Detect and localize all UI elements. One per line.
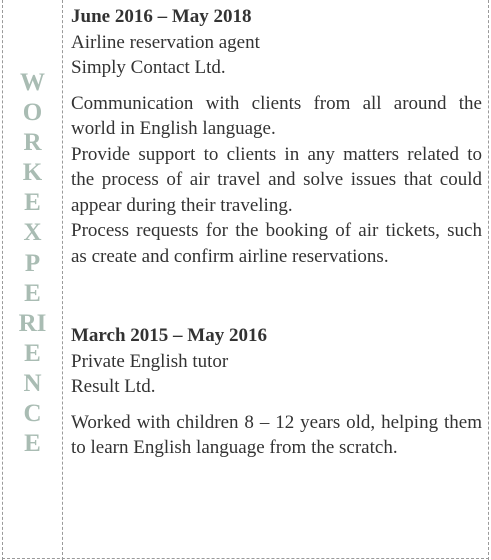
description-paragraph: Communication with clients from all around the world in English language. [71, 92, 482, 139]
experience-entry [71, 4, 482, 269]
entry-description [71, 91, 482, 270]
heading-letter: E [24, 189, 41, 217]
experience-entry [71, 323, 482, 461]
description-paragraph: Worked with children 8 – 12 years old, helping them to learn English language from the scratch. [71, 411, 482, 458]
heading-letter: RI [18, 309, 47, 337]
entry-position: Airline reservation agent [71, 31, 260, 53]
bottom-dashed-border [2, 558, 489, 559]
entry-dates: March 2015 – May 2016 [71, 325, 267, 346]
entry-dates: June 2016 – May 2018 [71, 6, 252, 27]
heading-letter: E [24, 279, 41, 307]
column-divider [62, 0, 63, 560]
heading-letter: E [24, 430, 41, 458]
description-paragraph: Process requests for the booking of air tickets, such as create and confirm airline reservations. [71, 220, 482, 267]
entry-company: Simply Contact Ltd. [71, 57, 226, 78]
experience-list [71, 4, 482, 461]
heading-letter: O [22, 99, 43, 127]
heading-letter: K [22, 159, 43, 187]
heading-letter: C [23, 400, 42, 428]
right-dashed-border [488, 0, 489, 560]
section-vertical-heading [3, 68, 62, 459]
description-paragraph: Provide support to clients in any matters related to the process of air travel and solve issues that could appear during their traveling. [71, 143, 482, 216]
heading-letter: E [24, 339, 41, 367]
heading-letter: P [24, 249, 41, 277]
entry-description [71, 410, 482, 461]
entry-company: Result Ltd. [71, 376, 156, 397]
heading-letter: X [23, 219, 42, 247]
heading-letter: R [23, 129, 42, 157]
heading-letter: N [23, 369, 42, 397]
heading-letter: W [20, 69, 45, 96]
entry-position: Private English tutor [71, 350, 229, 372]
